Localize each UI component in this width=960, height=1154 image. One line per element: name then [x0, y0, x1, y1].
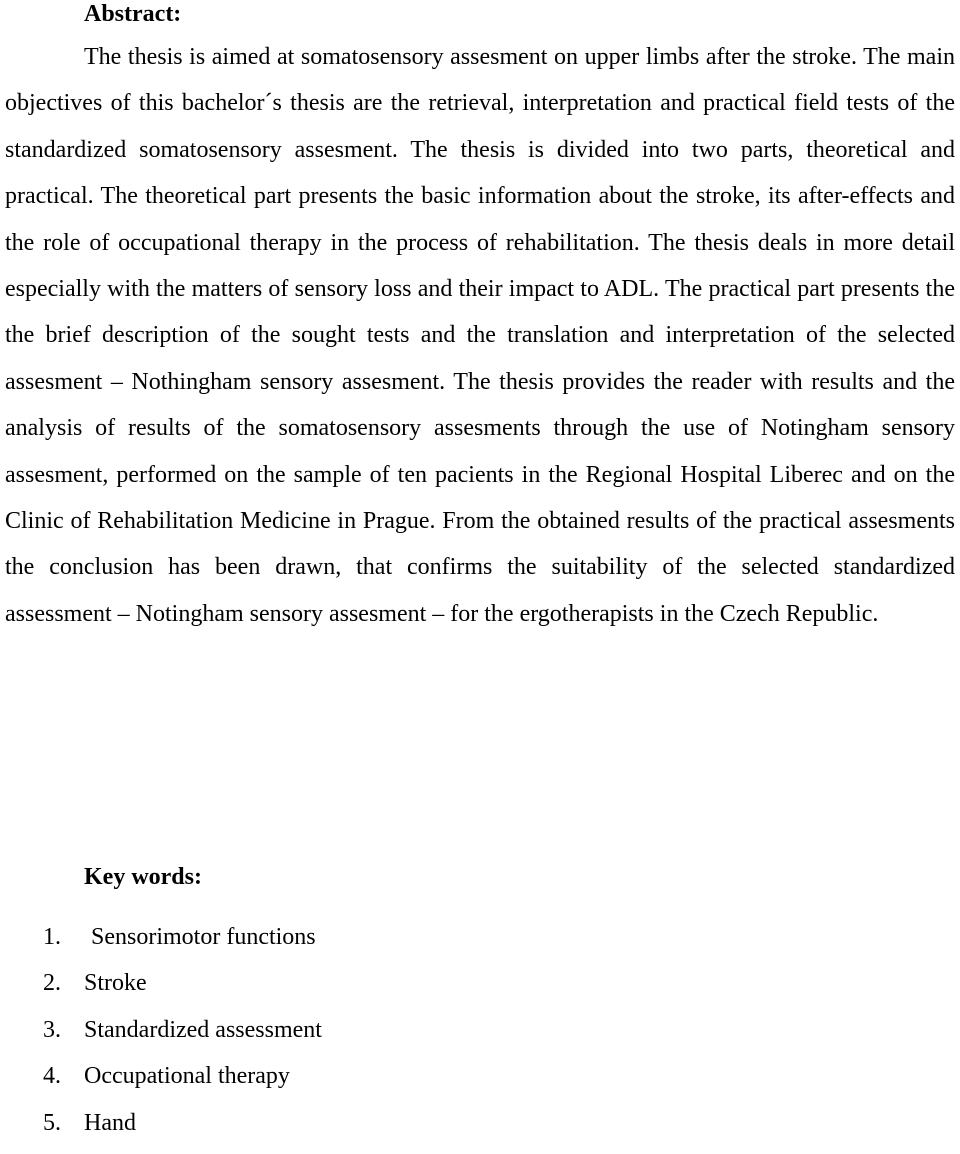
abstract-paragraph: The thesis is aimed at somatosensory assesment on upper limbs after the stroke. The main objectives of this bachelor´s thesis are the retrieval, interpretation and practical field tests of the standardized somatosensory assesment. The thesis is divided into two parts, theoretical and practical. The theoretical part presents the basic information about the stroke, its after-effects and the role of occupational therapy in the process of rehabilitation. The thesis deals in more detail especially with the matters of sensory loss and their impact to ADL. The practical part presents the the brief description of the sought tests and the translation and interpretation of the selected assesment – Nothingham sensory assesment. The thesis provides the reader with results and the analysis of results of the somatosensory assesments through the use of Notingham sensory assesment, performed on the sample of ten pacients in the Regional Hospital Liberec and on the Clinic of Rehabilitation Medicine in Prague. From the obtained results of the practical assesments the conclusion has been drawn, that confirms the suitability of the selected standardized assessment – Notingham sensory assesment – for the ergotherapists in the Czech Republic.	[5, 44, 955, 627]
keyword-number: 1.	[43, 924, 61, 950]
keyword-label: Sensorimotor functions	[91, 924, 316, 950]
keyword-number: 3.	[43, 1016, 61, 1043]
keyword-number: 2.	[43, 970, 61, 997]
keyword-number: 5.	[43, 1109, 61, 1136]
keywords-heading: Key words:	[84, 864, 202, 890]
abstract-heading: Abstract:	[84, 1, 182, 27]
keyword-number: 4.	[43, 1063, 61, 1090]
keyword-label: Hand	[84, 1109, 136, 1136]
keyword-label: Standardized assessment	[84, 1016, 322, 1043]
keyword-label: Stroke	[84, 970, 147, 997]
keyword-label: Occupational therapy	[84, 1063, 290, 1090]
